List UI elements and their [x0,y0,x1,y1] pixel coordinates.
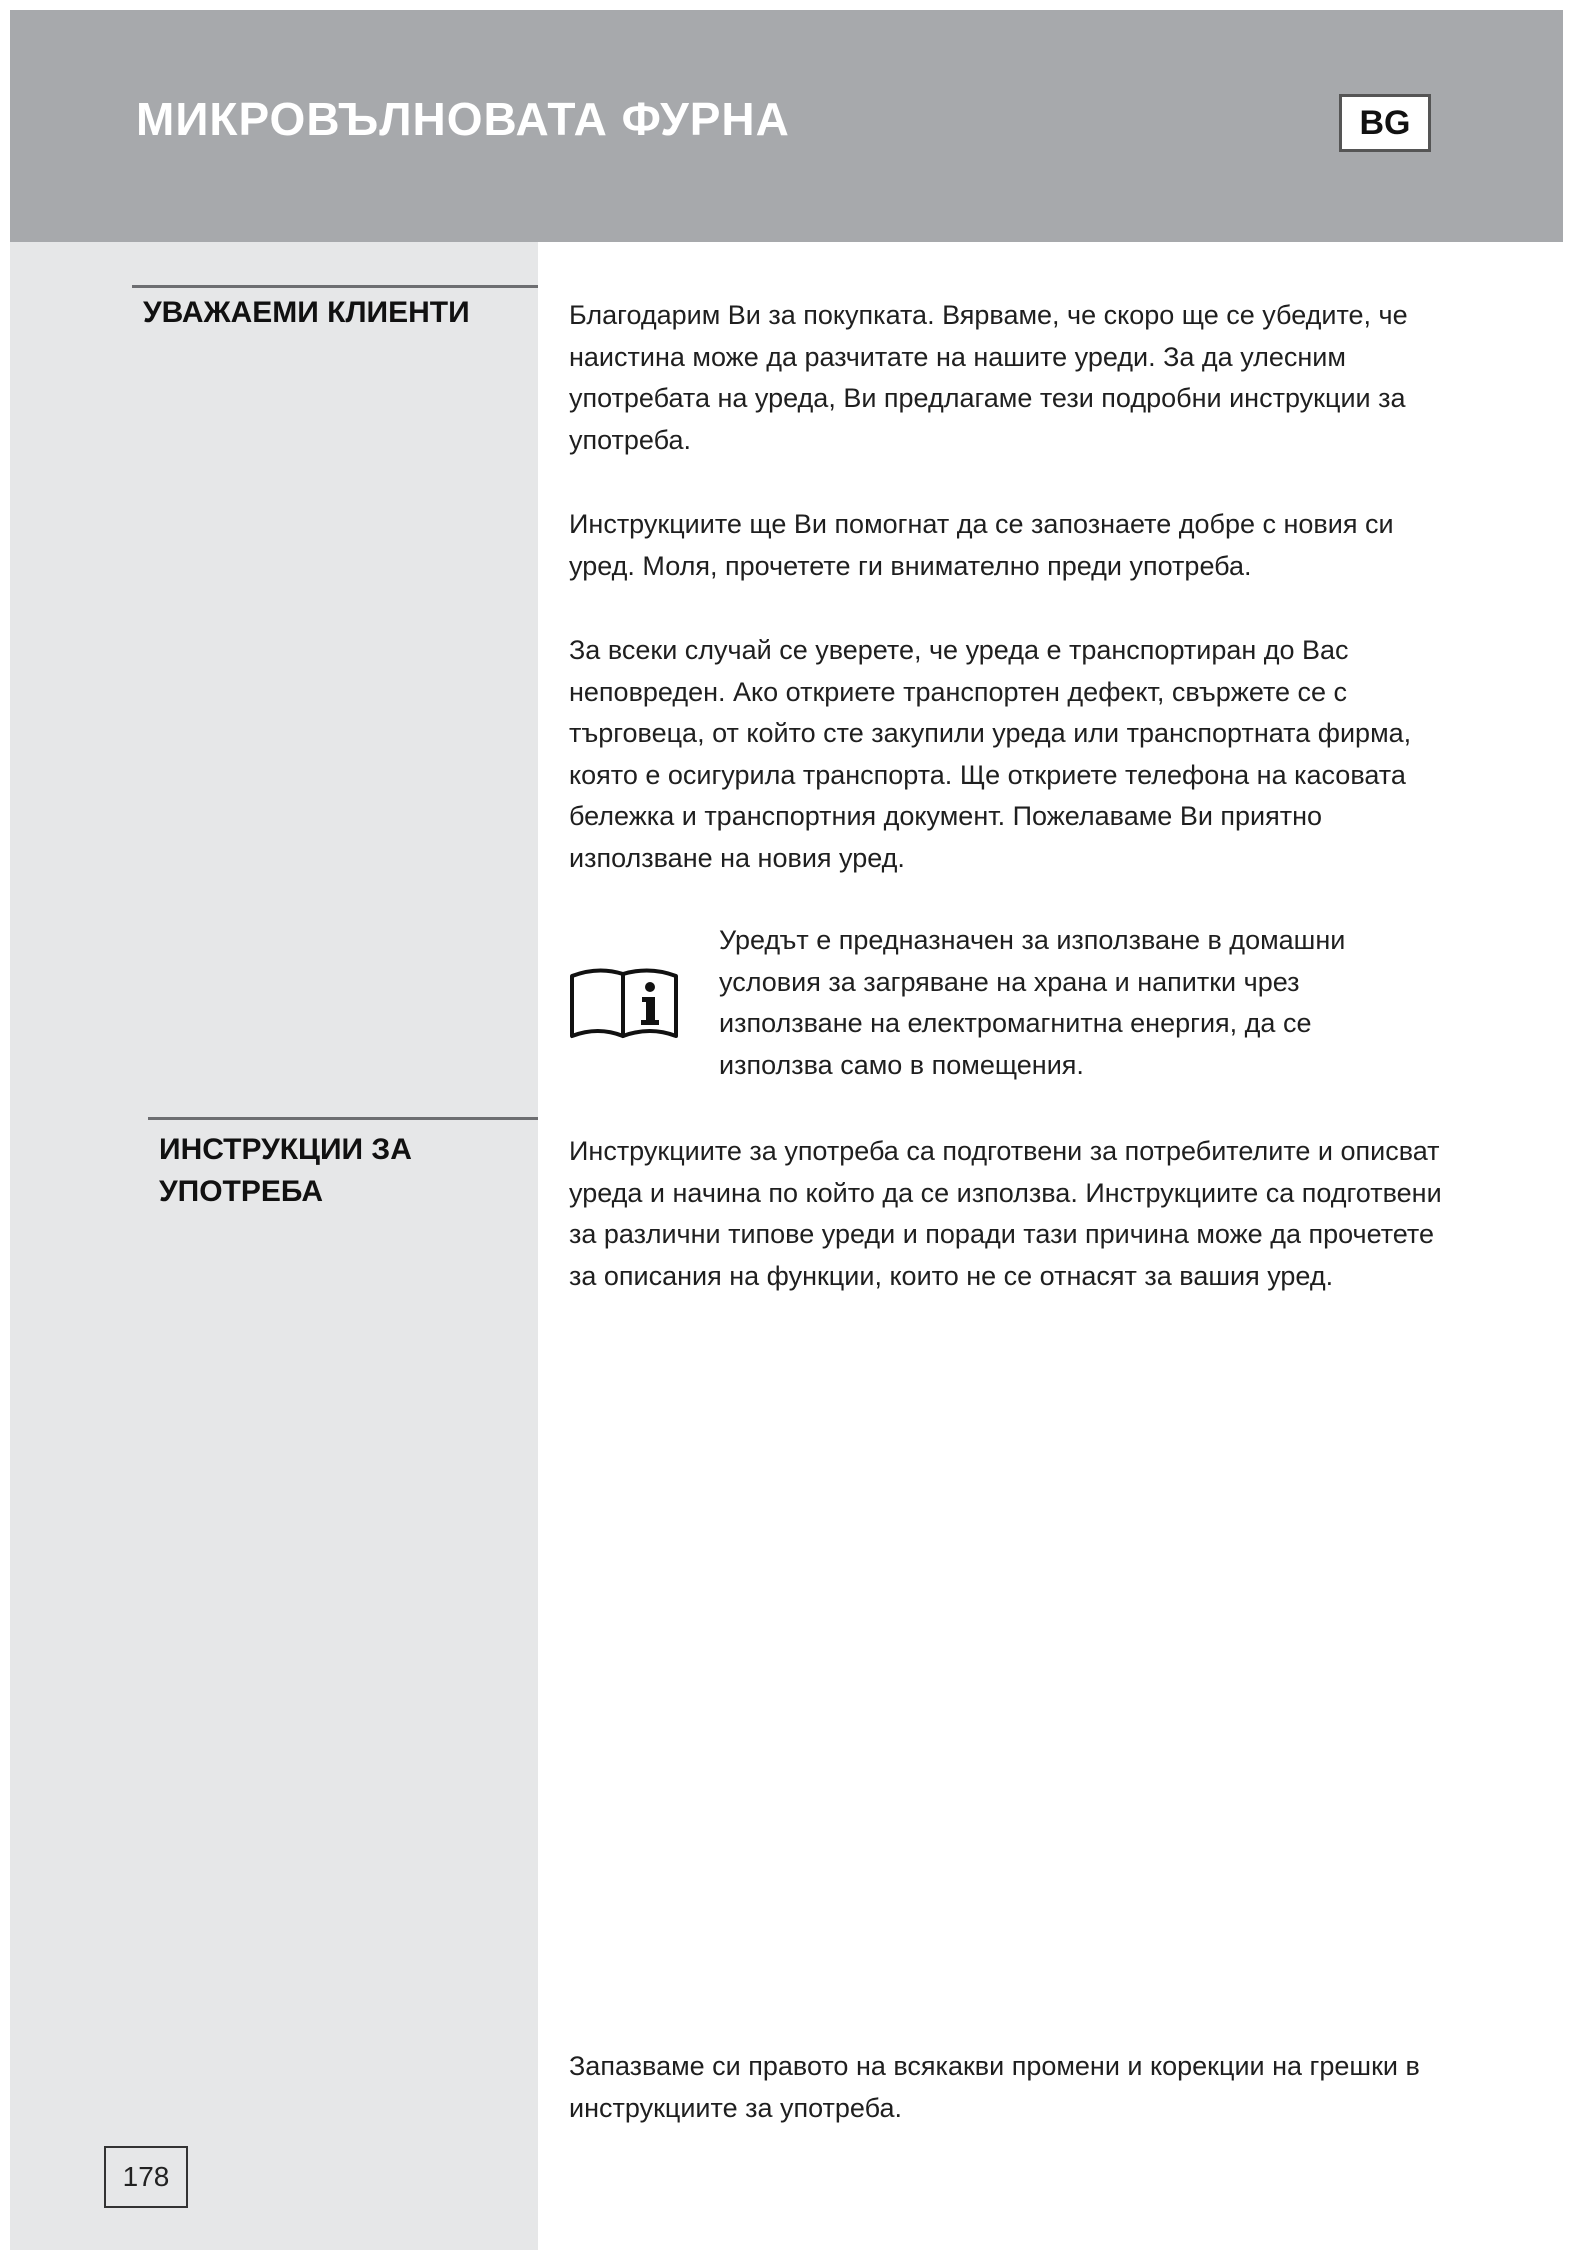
language-badge: BG [1339,94,1431,152]
paragraph-transport-check: За всеки случай се уверете, че уреда е транспортиран до Вас неповреден. Ако откриете транспортен дефект, свържете се с търговеца, от който сте закупили уреда или транспортната фирма, която е осигурила транспорта. Ще откриете телефона на касовата бележка и транспортния документ. Пожелаваме Ви приятно използване на новия уред. [569,635,1412,873]
section-rule-usage [148,1117,538,1120]
paragraph-instructions-help: Инструкциите ще Ви помогнат да се запознаете добре с новия си уред. Моля, прочетете ги внимателно преди употреба. [569,509,1394,581]
sidebar-column [10,242,538,2250]
page-title: МИКРОВЪЛНОВАТА ФУРНА [136,93,790,145]
section-heading-usage: ИНСТРУКЦИИ ЗА УПОТРЕБА [159,1133,412,1208]
page-number: 178 [104,2146,188,2208]
section-rule-customers [132,285,538,288]
footer-note: Запазваме си правото на всякакви промени и корекции на грешки в инструкциите за употреба. [569,2051,1420,2123]
section-heading-customers: УВАЖАЕМИ КЛИЕНТИ [143,296,470,329]
info-note-text: Уредът е предназначен за използване в домашни условия за загряване на храна и напитки чрез използване на електромагнитна енергия, да се използва само в помещения. [719,925,1346,1080]
manual-info-icon [568,960,680,1042]
paragraph-thanks: Благодарим Ви за покупката. Вярваме, че скоро ще се убедите, че наистина може да разчитате на нашите уреди. За да улесним употребата на уреда, Ви предлагаме тези подробни инструкции за употреба. [569,300,1408,455]
paragraph-usage-description: Инструкциите за употреба са подготвени за потребителите и описват уреда и начина по който да се използва. Инструкциите са подготвени за различни типове уреди и поради тази причина може да прочетете за описания на функции, които не се отнасят за вашия уред. [569,1136,1442,1291]
